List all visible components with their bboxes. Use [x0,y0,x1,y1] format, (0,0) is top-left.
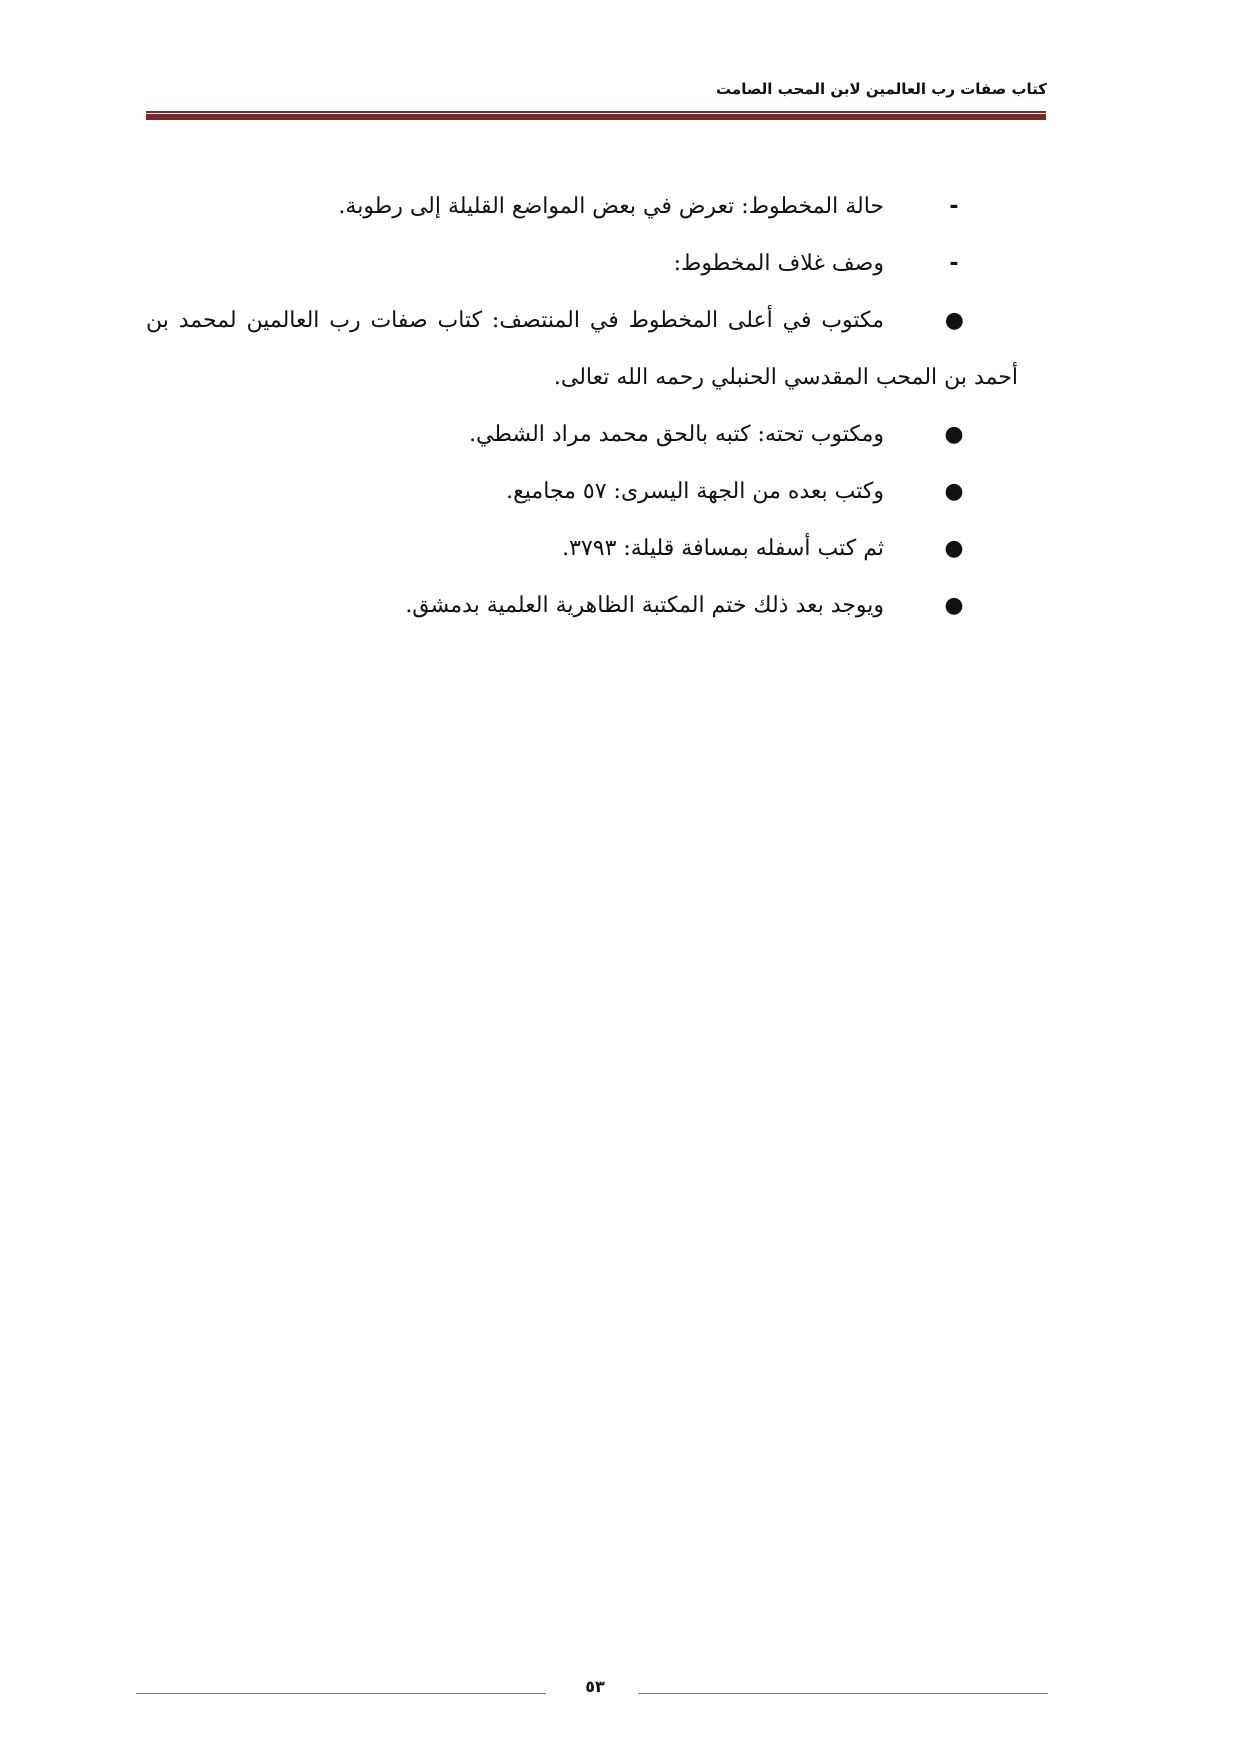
list-item [146,520,964,577]
bullet-marker: ● [944,536,964,561]
list-item-text: ويوجد بعد ذلك ختم المكتبة الظاهرية العلمية بدمشق. [405,593,884,618]
list-item [146,577,964,634]
wrapped-item-line-1 [146,292,1018,349]
header-rule-thin [146,111,1046,113]
list-bottom [146,406,964,634]
list-item-text: وصف غلاف المخطوط: [673,251,884,276]
list-item-text: ومكتوب تحته: كتبه بالحق محمد مراد الشطي. [469,422,884,447]
bullet-marker: ● [944,593,964,618]
footer-rule-left [136,1693,546,1694]
wrapped-item-line-2 [146,349,1018,406]
page-number: ٥٣ [585,1677,605,1696]
bullet-marker: ● [944,308,964,333]
bullet-marker: ● [944,422,964,447]
wrapped-item-text-1: مكتوب في أعلى المخطوط في المنتصف: كتاب صفات رب العالمين لمحمد بن [146,308,884,333]
header-rule-thick [146,114,1046,120]
dash-marker: - [949,194,959,219]
list-top [146,178,964,292]
list-item [146,406,964,463]
running-header-title: كتاب صفات رب العالمين لابن المحب الصامت [716,80,1047,98]
list-item [146,463,964,520]
list-item [146,235,964,292]
footer-rule-right [638,1693,1048,1694]
wrapped-list-item [146,292,1018,406]
list-item-text: ثم كتب أسفله بمسافة قليلة: ٣٧٩٣. [562,536,884,561]
dash-marker: - [949,251,959,276]
list-item-text: حالة المخطوط: تعرض في بعض المواضع القليلة إلى رطوبة. [338,194,884,219]
wrapped-item-text-2: أحمد بن المحب المقدسي الحنبلي رحمه الله تعالى. [553,365,1018,390]
bullet-marker: ● [944,479,964,504]
list-item [146,178,964,235]
list-item-text: وكتب بعده من الجهة اليسرى: ٥٧ مجاميع. [506,479,884,504]
